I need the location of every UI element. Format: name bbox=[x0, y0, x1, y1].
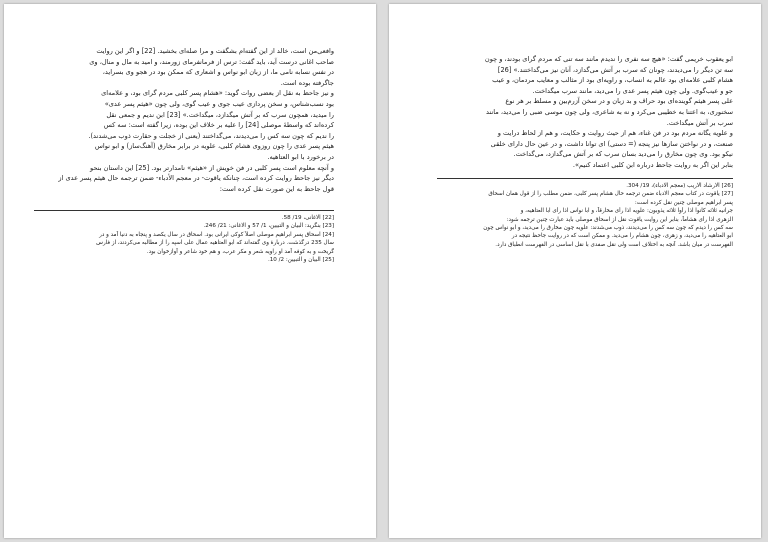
body-line: علی پسر هیثم گوینده‌ای بود حراف و بد زبان و در سخن آزرم‌بین و مسلط بر هر نوع bbox=[505, 97, 733, 106]
body-line: ابو یعقوب خریمی گفت: «هیچ سه نفری را ندیدم مانند سه تنی که مردم گرای بودند، و چون bbox=[484, 55, 733, 63]
footnote: پسر ابراهیم موصلی چنین نقل کرده است: bbox=[634, 199, 733, 206]
body-line: وافعی‌من است، خالد از این گفته‌ام بشگفت و مرا صله‌ای بخشید. [22] و اگر این روایت bbox=[96, 47, 334, 55]
body-line: در نفس نسابه نامی ما، از زبان ابو نواس و اشعاری که ممکن بود در هجو وی بسراید، bbox=[102, 68, 334, 77]
footnote: [24] اسحاق پسر ابراهیم موصلی اصلاً کوکی ایرانی بود. اسحاق در سال یکصد و پنجاه به دنیا آمد و در bbox=[99, 231, 334, 238]
body-line: در برخورد با ابو العتاهیه. bbox=[267, 152, 334, 161]
page-left-footnotes bbox=[34, 214, 334, 264]
body-line: صاحب اغانی درست آید، باید گفت: ترس از فرمانفرمای زورمند، و امید به مال و منال، وی bbox=[89, 57, 334, 66]
body-line: سرب بر آتش میگداخت. bbox=[666, 118, 733, 127]
footnote: [23] بنگرید: البیان و التبیین، 1/ 57 و الاغانی: 21/ 246. bbox=[203, 223, 334, 230]
page-right bbox=[389, 4, 761, 538]
footnote: [27] یاقوت در کتاب معجم الادباء ضمن ترجمه حال هشام پسر کلبی، ضمن مطلب را از قول همان اسحاق bbox=[488, 191, 733, 198]
body-line: را ندیم که چون سه کس را می‌دیدند، می‌گداختند (یعنی از خجلت و حقارت ذوب می‌شدند). bbox=[88, 131, 334, 140]
footnote-divider bbox=[437, 178, 733, 179]
page-right-body bbox=[437, 54, 733, 171]
body-line: سخنوری، به اعتنا به خطیبی می‌کرد و نه به شاعری، ولی چون موسی ضبی را می‌دید، مانند bbox=[486, 107, 733, 116]
body-line: نیکو بود. وی چون مخارق را می‌دید بسان سرب که بر آتش می‌گدازد، می‌گداخت. bbox=[513, 150, 733, 159]
footnote: [25] البیان و التبیین: 2/ 10. bbox=[267, 257, 334, 264]
body-line: کرده‌اند که واسطهٔ موصلی [24] را علیه بر خلاف این بوده، زیرا گفته است: سه کس bbox=[103, 121, 334, 130]
footnote: گریخت و به کوفه آمد او راویه شعر و مکر عرب، و هم خود شاعر و آوازخوان بود. bbox=[146, 248, 334, 255]
body-line: دیگر نیز جاحظ روایت کرده است، چنانکه یاقوت- در معجم الأدباء- ضمن ترجمه حال هیثم پسر عدی از bbox=[58, 174, 334, 183]
footnote: [22] الاغانی، 19/ 58. bbox=[281, 215, 334, 221]
body-line: و آنچه معلوم است پسر کلبی در فن خویش از «هیثم» نامدارتر بود. [25] این داستان بنحو bbox=[90, 163, 334, 172]
body-line: جو و عیب‌گوی. ولی چون هیثم پسر عدی را می‌دید، مانند سرب میگداخت. bbox=[532, 86, 733, 95]
body-line: قول جاحظ به این صورت نقل کرده است: bbox=[219, 184, 334, 193]
footnote: سه کس را دیدم که چون سه کس را می‌دیدند، ذوب می‌شدند: علویه چون مخارق را می‌دید، و ابو نواس چون bbox=[483, 225, 733, 232]
footnote-divider bbox=[34, 210, 334, 211]
footnote: جرانیه ثلاثه کانوا اذا رأوا ثلاثه یذوبون: علویه اذا رأی مخارقاً، و ابا نواس اذا رأی ابا العتاهیه، و bbox=[520, 208, 733, 215]
page-left bbox=[4, 4, 376, 538]
body-line: سه تن دیگر را می‌دیدند، چونان که سرب بر آتش می‌گدازد، آنان نیز می‌گداختند.» [26] bbox=[497, 65, 733, 74]
page-right-footnotes bbox=[437, 182, 733, 249]
footnote: الفهرست در میان باشد. آنچه به اختلاف است ولی نقل صفدی با نقل اساسی در الفهرست انطباق دارد. bbox=[495, 241, 733, 248]
body-line: و علویه یگانه مردم بود در فن غناء، هم از حیث روایت و حکایت، و هم از لحاظ درایت و bbox=[497, 129, 733, 138]
body-line: هشام کلبی علامه‌ای بود عالم به انساب، و راویه‌ای بود از مثالب و معایب مردمان، و عیب bbox=[492, 76, 733, 85]
footnote: ابو العتاهیه را می‌دید، و زهری، چون هشام را می‌دید. و ممکن است که در روایت جاحظ نتیجه در bbox=[511, 233, 733, 240]
footnote: الزهری اذا رأی هشاماً، بنابر این روایت یاقوت نقل از اسحاق موصلی باید عبارت چنین ترجمه شود: bbox=[506, 216, 733, 223]
body-line: بود نسب‌شناس، و سخن پردازی عیب جوی و عیب گوی، ولی چون «هیثم پسر عدی» bbox=[104, 99, 334, 108]
body-line: جاگرفته بوده است. bbox=[280, 78, 334, 87]
body-line: و نیز جاحظ به نقل از بعضی روات گوید: «هشام پسر کلبی مردم گرای بود، و علامه‌ای bbox=[101, 89, 334, 98]
body-line: هیثم پسر عدی را چون روزوی هشام کلبی، علویه در برابر مخارق (آهنگ‌ساز) و ابو نواس bbox=[94, 142, 334, 151]
footnote: [26] الارشاد الاریب (معجم الادباء)، 19/ 304. bbox=[626, 183, 733, 189]
body-line: را میدید، همچون سرب که بر آتش میگدازد، میگداخت.» [23] ابن ندیم و جمعی نقل bbox=[106, 110, 334, 119]
body-line: صنعت، و در نواختن سازها نیز پنجه (= دستی) ای توانا داشت، و در عین حال دارای خلقی bbox=[490, 139, 733, 148]
footnote: سال 235 درگذشت. دربارهٔ وی گفته‌اند که ابو العتاهیه عمال علی اسپه را از مطالبه می‌کردند، از فارس bbox=[96, 240, 334, 247]
body-line: بنابر این اگر به روایت جاحظ درباره ابن کلبی اعتماد کنیم». bbox=[572, 160, 733, 169]
page-left-body bbox=[34, 46, 334, 194]
